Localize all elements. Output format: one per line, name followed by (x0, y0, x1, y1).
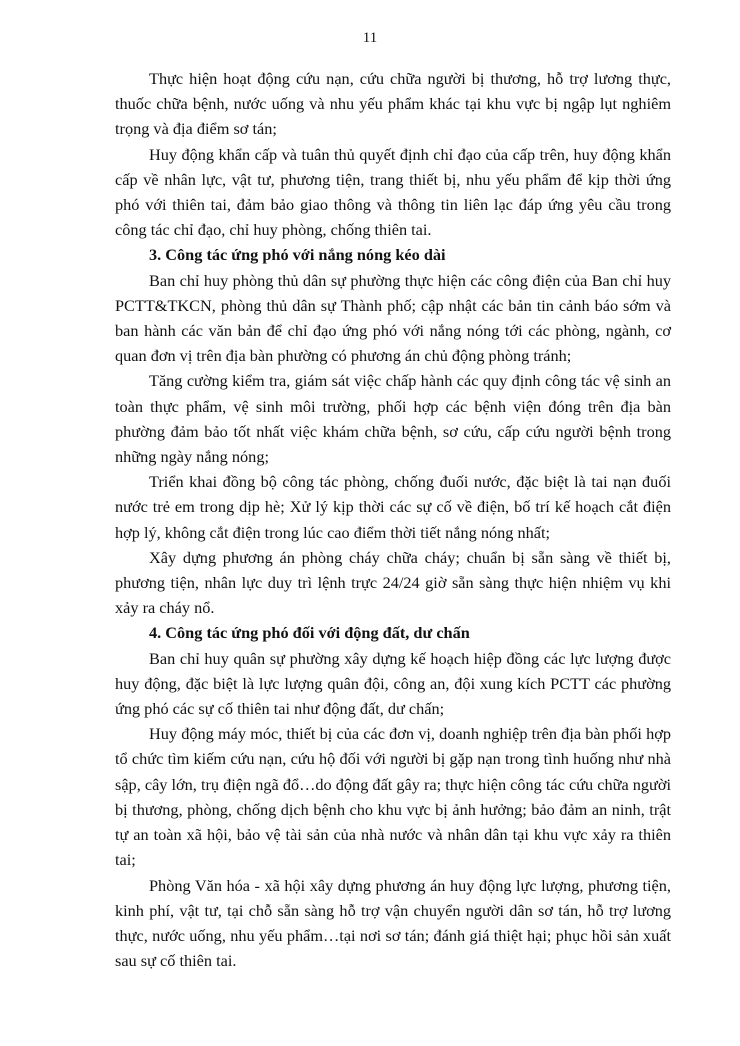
paragraph: Ban chỉ huy quân sự phường xây dựng kế hoạch hiệp đồng các lực lượng được huy động, đặc biệt là lực lượng quân đội, công an, đội xung kích PCTT các phường ứng phó các sự cố thiên tai như động đất, dư chấn; (115, 648, 671, 719)
paragraph: Phòng Văn hóa - xã hội xây dựng phương án huy động lực lượng, phương tiện, kinh phí, vật tư, tại chỗ sẵn sàng hỗ trợ vận chuyển người dân sơ tán, hỗ trợ lương thực, nước uống, nhu yếu phẩm…tại nơi sơ tán; đánh giá thiệt hại; phục hồi sản xuất sau sự cố thiên tai. (115, 875, 671, 971)
section-heading: 3. Công tác ứng phó với nắng nóng kéo dài (149, 245, 446, 265)
page-body (115, 66, 671, 973)
paragraph: Ban chỉ huy phòng thủ dân sự phường thực hiện các công điện của Ban chỉ huy PCTT&TKCN, phòng thủ dân sự Thành phố; cập nhật các bản tin cảnh báo sớm và ban hành các văn bản để chỉ đạo ứng phó với nắng nóng tới các phòng, ngành, cơ quan đơn vị trên địa bàn phường có phương án chủ động phòng tránh; (115, 270, 671, 366)
paragraph: Xây dựng phương án phòng cháy chữa cháy; chuẩn bị sẵn sàng về thiết bị, phương tiện, nhân lực duy trì lệnh trực 24/24 giờ sẵn sàng thực hiện nhiệm vụ khi xảy ra cháy nổ. (115, 547, 671, 618)
paragraph: Thực hiện hoạt động cứu nạn, cứu chữa người bị thương, hỗ trợ lương thực, thuốc chữa bệnh, nước uống và nhu yếu phẩm khác tại khu vực bị ngập lụt nghiêm trọng và địa điểm sơ tán; (115, 69, 671, 139)
paragraph: Huy động máy móc, thiết bị của các đơn vị, doanh nghiệp trên địa bàn phối hợp tổ chức tìm kiếm cứu nạn, cứu hộ đối với người bị gặp nạn trong tình huống như nhà sập, cây lớn, trụ điện ngã đổ…do động đất gây ra; thực hiện công tác cứu chữa người bị thương, phòng, chống dịch bệnh cho khu vực bị ảnh hưởng; bảo đảm an ninh, trật tự an toàn xã hội, bảo vệ tài sản của nhà nước và nhân dân tại khu vực xảy ra thiên tai; (115, 724, 671, 870)
paragraph: Triển khai đồng bộ công tác phòng, chống đuối nước, đặc biệt là tai nạn đuối nước trẻ em trong dịp hè; Xử lý kịp thời các sự cố về điện, bố trí kế hoạch cắt điện hợp lý, không cắt điện trong lúc cao điểm thời tiết nắng nóng nhất; (115, 472, 671, 542)
paragraph: Tăng cường kiểm tra, giám sát việc chấp hành các quy định công tác vệ sinh an toàn thực phẩm, vệ sinh môi trường, phối hợp các bệnh viện đóng trên địa bàn phường đảm bảo tốt nhất việc khám chữa bệnh, sơ cứu, cấp cứu người bệnh trong những ngày nắng nóng; (115, 371, 671, 467)
section-heading: 4. Công tác ứng phó đối với động đất, dư chấn (149, 623, 470, 643)
page-number: 11 (362, 30, 378, 46)
paragraph: Huy động khẩn cấp và tuân thủ quyết định chỉ đạo của cấp trên, huy động khẩn cấp về nhân lực, vật tư, phương tiện, trang thiết bị, nhu yếu phẩm để kịp thời ứng phó với thiên tai, đảm bảo giao thông và thông tin liên lạc đáp ứng yêu cầu trong công tác chỉ đạo, chỉ huy phòng, chống thiên tai. (115, 144, 671, 240)
